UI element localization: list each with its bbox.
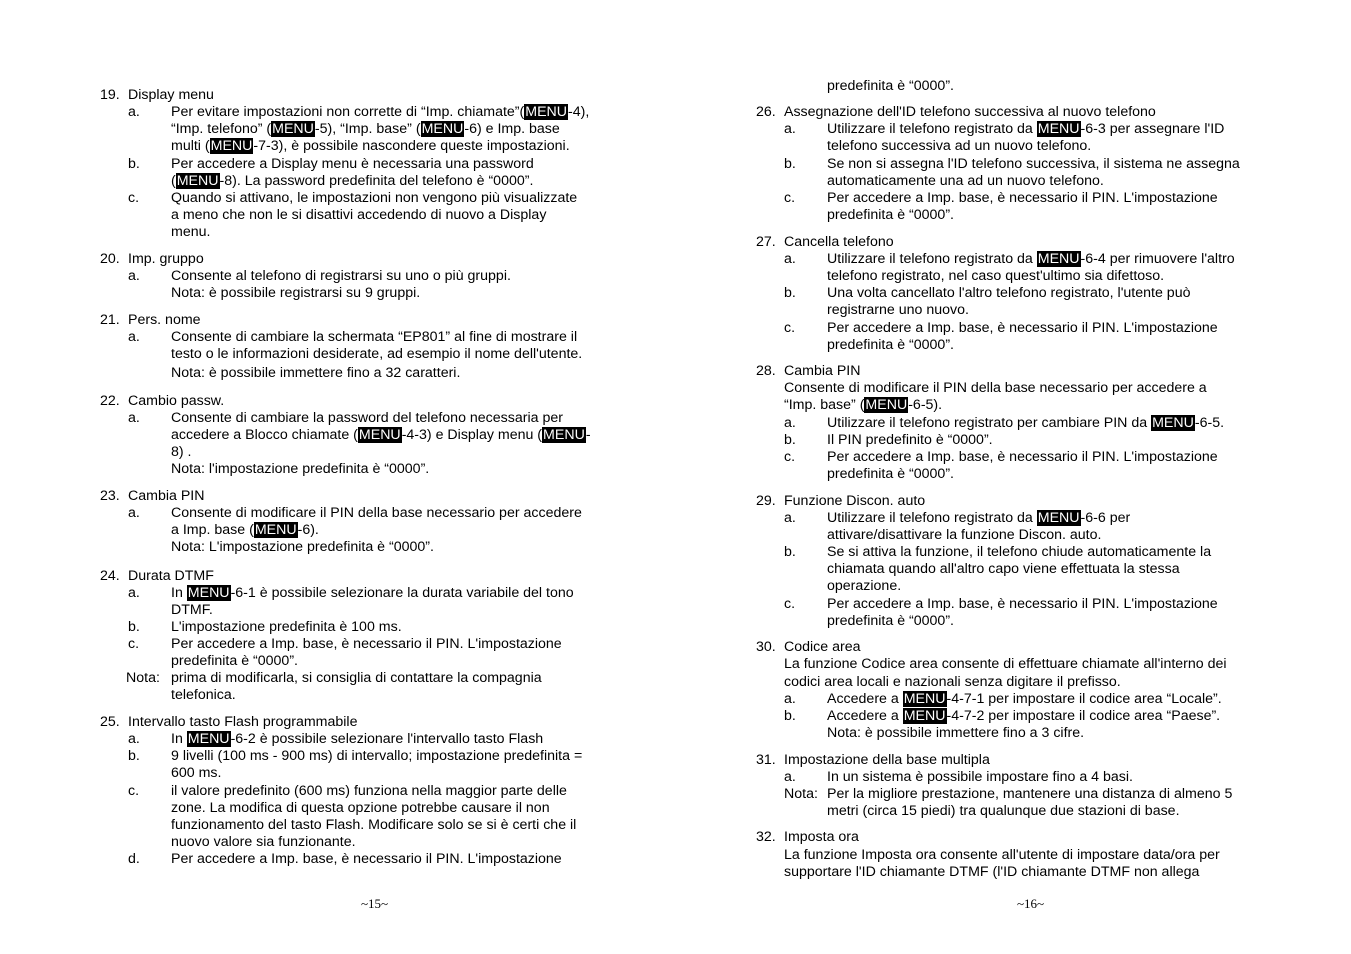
menu-key-label: MENU: [903, 691, 946, 707]
text-line: Nota: L'impostazione predefinita è “0000”.: [171, 539, 434, 555]
item-marker: a.: [784, 769, 796, 785]
section-number: 21.: [100, 312, 120, 328]
menu-key-label: MENU: [1037, 121, 1080, 137]
section-number: 27.: [756, 234, 776, 250]
text-line: DTMF.: [171, 602, 213, 618]
item-marker: a.: [128, 104, 140, 120]
text-line: menu.: [171, 224, 211, 240]
section-number: 30.: [756, 639, 776, 655]
text-line: a Imp. base (MENU-6).: [171, 522, 319, 538]
item-marker: a.: [784, 691, 796, 707]
text-line: Per accedere a Imp. base, è necessario il PIN. L'impostazione: [171, 851, 562, 867]
section-number: 23.: [100, 488, 120, 504]
item-marker: a.: [784, 415, 796, 431]
text-line: (MENU-8). La password predefinita del telefono è “0000”.: [171, 173, 534, 189]
menu-key-label: MENU: [187, 585, 230, 601]
item-marker: b.: [128, 748, 140, 764]
text-line: La funzione Codice area consente di effettuare chiamate all'interno dei: [784, 656, 1227, 672]
section-number: 31.: [756, 752, 776, 768]
text-line: Consente di cambiare la schermata “EP801” al fine di mostrare il: [171, 329, 578, 345]
text-line: Per evitare impostazioni non corrette di “Imp. chiamate”(MENU-4),: [171, 104, 590, 120]
menu-key-label: MENU: [176, 173, 219, 189]
item-marker: c.: [128, 783, 140, 799]
text-line: Per accedere a Imp. base, è necessario il PIN. L'impostazione: [827, 596, 1218, 612]
text-line: Per accedere a Imp. base, è necessario il PIN. L'impostazione: [171, 636, 562, 652]
item-marker: a.: [128, 505, 140, 521]
item-marker: b.: [784, 432, 796, 448]
text-line: Consente di modificare il PIN della base necessario per accedere: [171, 505, 582, 521]
text-line: predefinita è “0000”.: [827, 613, 954, 629]
text-line: operazione.: [827, 578, 902, 594]
menu-key-label: MENU: [210, 138, 253, 154]
text-line: In MENU-6-2 è possibile selezionare l'intervallo tasto Flash: [171, 731, 544, 747]
text-line: 8) .: [171, 444, 192, 460]
menu-key-label: MENU: [543, 427, 585, 443]
item-marker: b.: [784, 156, 796, 172]
text-line: Per accedere a Imp. base, è necessario il PIN. L'impostazione: [827, 190, 1218, 206]
item-marker: a.: [784, 251, 796, 267]
text-line: accedere a Blocco chiamate (MENU-4-3) e Display menu (MENU-: [171, 427, 591, 443]
section-number: 28.: [756, 363, 776, 379]
text-line: Nota: è possibile immettere fino a 3 cifre.: [827, 725, 1085, 741]
item-marker: a.: [128, 731, 140, 747]
section-number: 32.: [756, 829, 776, 845]
text-line: il valore predefinito (600 ms) funziona nella maggior parte delle: [171, 783, 567, 799]
item-marker: a.: [128, 410, 140, 426]
section-title: Funzione Discon. auto: [784, 493, 926, 509]
item-marker: c.: [784, 449, 796, 465]
item-marker: c.: [128, 636, 140, 652]
item-marker: b.: [128, 156, 140, 172]
text-line: Accedere a MENU-4-7-1 per impostare il codice area “Locale”.: [827, 691, 1222, 707]
section-title: Assegnazione dell'ID telefono successiva al nuovo telefono: [784, 104, 1156, 120]
item-marker: b.: [128, 619, 140, 635]
text-line: supportare l'ID chiamante DTMF (l'ID chiamante DTMF non allega: [784, 864, 1200, 880]
text-line: chiamata quando all'altro capo viene effettuata la stessa: [827, 561, 1180, 577]
text-line: In un sistema è possibile impostare fino a 4 basi.: [827, 769, 1133, 785]
text-line: Per la migliore prestazione, mantenere una distanza di almeno 5: [827, 786, 1233, 802]
note-label: Nota:: [126, 670, 160, 686]
item-marker: c.: [784, 320, 796, 336]
item-marker: a.: [128, 268, 140, 284]
text-line: Se si attiva la funzione, il telefono chiude automaticamente la: [827, 544, 1212, 560]
section-title: Cambia PIN: [784, 363, 861, 379]
section-title: Cancella telefono: [784, 234, 894, 250]
section-title: Codice area: [784, 639, 861, 655]
text-line: predefinita è “0000”.: [827, 207, 954, 223]
menu-key-label: MENU: [903, 708, 946, 724]
text-line: a meno che non le si disattivi accedendo di nuovo a Display: [171, 207, 547, 223]
page-number-right: ~16~: [1017, 896, 1045, 911]
item-marker: b.: [784, 544, 796, 560]
text-line: predefinita è “0000”.: [171, 653, 298, 669]
section-number: 22.: [100, 393, 120, 409]
text-line: multi (MENU-7-3), è possibile nascondere queste impostazioni.: [171, 138, 570, 154]
page-number-left: ~15~: [361, 896, 389, 911]
text-line: Per accedere a Display menu è necessaria una password: [171, 156, 534, 172]
section-title: Durata DTMF: [128, 568, 214, 584]
item-marker: c.: [784, 190, 796, 206]
item-marker: c.: [128, 190, 140, 206]
text-line: predefinita è “0000”.: [827, 337, 954, 353]
section-title: Impostazione della base multipla: [784, 752, 990, 768]
item-marker: b.: [784, 708, 796, 724]
menu-key-label: MENU: [1037, 251, 1080, 267]
text-line: Utilizzare il telefono registrato da MENU-6-4 per rimuovere l'altro: [827, 251, 1235, 267]
text-line: prima di modificarla, si consiglia di contattare la compagnia: [171, 670, 542, 686]
item-marker: a.: [128, 585, 140, 601]
item-marker: a.: [784, 510, 796, 526]
text-line: zone. La modifica di questa opzione potrebbe causare il non: [171, 800, 550, 816]
text-line: funzionamento del tasto Flash. Modificare solo se si è certi che il: [171, 817, 577, 833]
item-marker: a.: [128, 329, 140, 345]
text-line: predefinita è “0000”.: [827, 78, 954, 94]
text-line: Per accedere a Imp. base, è necessario il PIN. L'impostazione: [827, 449, 1218, 465]
text-line: testo o le informazioni desiderate, ad esempio il nome dell'utente.: [171, 346, 583, 362]
text-line: attivare/disattivare la funzione Discon. auto.: [827, 527, 1102, 543]
item-marker: c.: [784, 596, 796, 612]
text-line: Se non si assegna l'ID telefono successiva, il sistema ne assegna: [827, 156, 1240, 172]
section-title: Pers. nome: [128, 312, 201, 328]
text-line: Consente al telefono di registrarsi su uno o più gruppi.: [171, 268, 511, 284]
text-line: predefinita è “0000”.: [827, 466, 954, 482]
section-title: Imp. gruppo: [128, 251, 204, 267]
menu-key-label: MENU: [1037, 510, 1080, 526]
text-line: registrarne uno nuovo.: [827, 302, 969, 318]
text-line: Utilizzare il telefono registrato per cambiare PIN da MENU-6-5.: [827, 415, 1225, 431]
text-line: In MENU-6-1 è possibile selezionare la durata variabile del tono: [171, 585, 574, 601]
menu-key-label: MENU: [254, 522, 297, 538]
section-title: Display menu: [128, 87, 214, 103]
item-marker: b.: [784, 285, 796, 301]
section-title: Cambio passw.: [128, 393, 225, 409]
text-line: telefono registrato, nel caso quest'ultimo sia difettoso.: [827, 268, 1165, 284]
menu-key-label: MENU: [421, 121, 464, 137]
text-line: 600 ms.: [171, 765, 222, 781]
note-label: Nota:: [784, 786, 818, 802]
text-line: Una volta cancellato l'altro telefono registrato, l'utente può: [827, 285, 1191, 301]
menu-key-label: MENU: [187, 731, 230, 747]
text-line: Per accedere a Imp. base, è necessario il PIN. L'impostazione: [827, 320, 1218, 336]
text-line: “Imp. base” (MENU-6-5).: [784, 397, 943, 413]
section-number: 29.: [756, 493, 776, 509]
section-number: 25.: [100, 714, 120, 730]
item-marker: d.: [128, 851, 140, 867]
menu-key-label: MENU: [525, 104, 568, 120]
text-line: telefonica.: [171, 687, 236, 703]
menu-key-label: MENU: [272, 121, 314, 137]
section-number: 20.: [100, 251, 120, 267]
text-line: Nota: è possibile registrarsi su 9 gruppi.: [171, 285, 421, 301]
text-line: La funzione Imposta ora consente all'utente di impostare data/ora per: [784, 847, 1220, 863]
section-title: Intervallo tasto Flash programmabile: [128, 714, 358, 730]
text-line: Accedere a MENU-4-7-2 per impostare il codice area “Paese”.: [827, 708, 1221, 724]
menu-key-label: MENU: [865, 397, 908, 413]
text-line: 9 livelli (100 ms - 900 ms) di intervallo; impostazione predefinita =: [171, 748, 583, 764]
text-line: metri (circa 15 piedi) tra qualunque due stazioni di base.: [827, 803, 1180, 819]
text-line: Nota: è possibile immettere fino a 32 caratteri.: [171, 365, 461, 381]
menu-key-label: MENU: [1152, 415, 1194, 431]
text-line: Consente di cambiare la password del telefono necessaria per: [171, 410, 563, 426]
text-line: Nota: l'impostazione predefinita è “0000”.: [171, 461, 430, 477]
text-line: “Imp. telefono” (MENU-5), “Imp. base” (MENU-6) e Imp. base: [171, 121, 560, 137]
section-number: 19.: [100, 87, 120, 103]
text-line: Consente di modificare il PIN della base necessario per accedere a: [784, 380, 1207, 396]
text-line: Il PIN predefinito è “0000”.: [827, 432, 993, 448]
text-line: codici area locali e nazionali senza digitare il prefisso.: [784, 674, 1121, 690]
text-line: telefono successiva ad un nuovo telefono.: [827, 138, 1092, 154]
section-number: 24.: [100, 568, 120, 584]
text-line: Quando si attivano, le impostazioni non vengono più visualizzate: [171, 190, 578, 206]
section-number: 26.: [756, 104, 776, 120]
text-line: nuovo valore sia funzionante.: [171, 834, 356, 850]
text-line: L'impostazione predefinita è 100 ms.: [171, 619, 402, 635]
menu-key-label: MENU: [358, 427, 401, 443]
item-marker: a.: [784, 121, 796, 137]
text-line: Utilizzare il telefono registrato da MENU-6-6 per: [827, 510, 1131, 526]
text-line: automaticamente una ad un nuovo telefono.: [827, 173, 1104, 189]
section-title: Imposta ora: [784, 829, 859, 845]
text-line: Utilizzare il telefono registrato da MENU-6-3 per assegnare l'ID: [827, 121, 1225, 137]
section-title: Cambia PIN: [128, 488, 205, 504]
